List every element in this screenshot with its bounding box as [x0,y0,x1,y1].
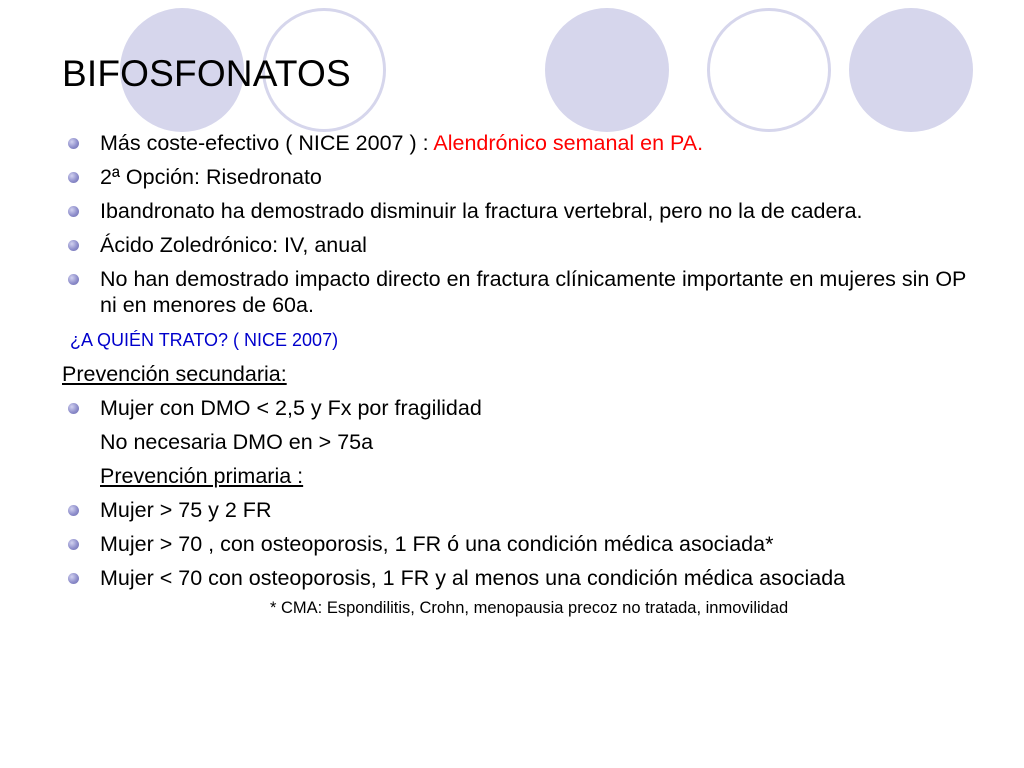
slide-content [62,130,982,619]
bullet-text: Más coste-efectivo ( NICE 2007 ) : [100,131,434,155]
bullet-icon [68,206,79,217]
secondary-heading-line [62,361,982,387]
secondary-heading: Prevención secundaria: [62,362,287,386]
bullet-item [62,531,982,557]
question-line [62,326,982,353]
bullet-item [62,130,982,156]
bullet-icon [68,505,79,516]
bullet-icon [68,274,79,285]
bullet-text: Mujer con DMO < 2,5 y Fx por fragilidad [100,396,482,420]
bullet-item [62,497,982,523]
primary-heading: Prevención primaria : [100,464,304,488]
indented-note [62,429,982,455]
bullet-item [62,232,982,258]
bullet-icon [68,172,79,183]
bullet-text: Ácido Zoledrónico: IV, anual [100,233,367,257]
bullet-text: Mujer < 70 con osteoporosis, 1 FR y al menos una condición médica asociada [100,566,846,590]
bullet-text: 2ª Opción: Risedronato [100,165,322,189]
bullet-icon [68,240,79,251]
bullet-item [62,565,982,591]
footnote: * CMA: Espondilitis, Crohn, menopausia precoz no tratada, inmovilidad [270,599,789,617]
slide-title: BIFOSFONATOS [62,53,351,94]
bullet-item [62,198,982,224]
decorative-circle [545,8,669,132]
bullet-icon [68,539,79,550]
bullet-icon [68,138,79,149]
bullet-text: Mujer > 70 , con osteoporosis, 1 FR ó una condición médica asociada* [100,532,774,556]
highlight-text: Alendrónico semanal en PA. [433,131,704,155]
bullet-item [62,395,982,421]
decorative-circle [849,8,973,132]
bullet-icon [68,403,79,414]
bullet-text: Ibandronato ha demostrado disminuir la fractura vertebral, pero no la de cadera. [100,199,863,223]
bullet-text: Mujer > 75 y 2 FR [100,498,272,522]
bullet-item [62,266,982,318]
bullet-item [62,164,982,190]
question-text: ¿A QUIÉN TRATO? ( NICE 2007) [70,330,339,350]
decorative-ring [707,8,831,132]
note-text: No necesaria DMO en > 75a [100,430,374,454]
bullet-text: No han demostrado impacto directo en fractura clínicamente importante en mujeres sin OP ni en menores de 60a. [100,267,967,317]
primary-heading-line [62,463,982,489]
bullet-icon [68,573,79,584]
